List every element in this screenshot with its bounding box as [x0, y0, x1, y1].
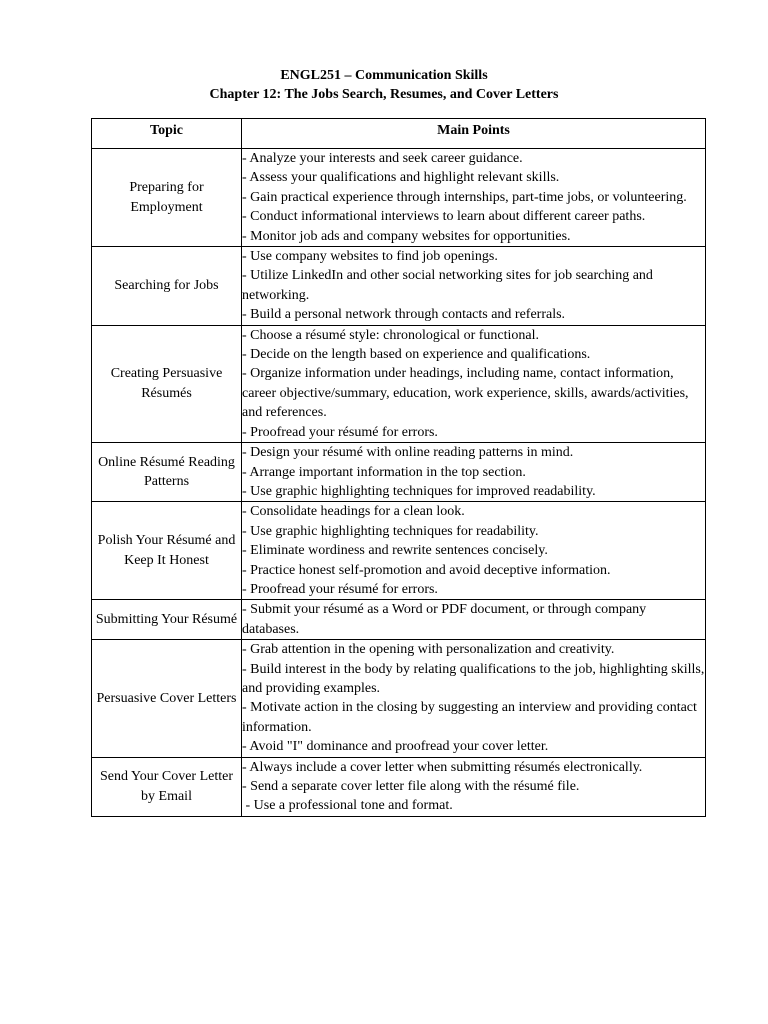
topic-cell: Send Your Cover Letter by Email: [92, 757, 242, 816]
main-point-item: - Gain practical experience through internships, part-time jobs, or volunteering.: [242, 189, 687, 205]
table-row: [92, 757, 706, 816]
chapter-summary-table: [91, 118, 706, 817]
table-row: [92, 640, 706, 757]
main-point-item: - Consolidate headings for a clean look.: [242, 504, 465, 520]
main-point-item: - Avoid "I" dominance and proofread your cover letter.: [242, 739, 549, 755]
table-row: [92, 600, 706, 640]
topic-cell: Creating Persuasive Résumés: [92, 325, 242, 442]
main-points-cell: [242, 502, 706, 600]
main-points-column-header: Main Points: [242, 119, 706, 149]
main-point-item: - Send a separate cover letter file along with the résumé file.: [242, 779, 580, 794]
main-point-item: - Use company websites to find job openings.: [242, 249, 498, 265]
table-row: [92, 247, 706, 326]
main-point-item: - Motivate action in the closing by suggesting an interview and providing contact information.: [242, 700, 701, 735]
main-point-item: - Use graphic highlighting techniques for improved readability.: [242, 483, 596, 499]
main-point-item: - Utilize LinkedIn and other social networking sites for job searching and networking.: [242, 268, 657, 303]
main-points-cell: [242, 247, 706, 326]
main-point-item: - Choose a résumé style: chronological or functional.: [242, 327, 540, 343]
main-points-cell: [242, 757, 706, 816]
course-title: ENGL251 – Communication Skills: [280, 68, 488, 83]
topic-cell: Preparing for Employment: [92, 149, 242, 247]
main-point-item: - Submit your résumé as a Word or PDF document, or through company databases.: [242, 602, 650, 637]
main-points-cell: [242, 325, 706, 442]
main-point-item: - Organize information under headings, including name, contact information, career objective/summary, education, work experience, skills, awards/activities, and references.: [242, 366, 693, 421]
table-header-row: [92, 119, 706, 149]
topic-cell: Online Résumé Reading Patterns: [92, 443, 242, 502]
main-point-item: - Practice honest self-promotion and avoid deceptive information.: [242, 562, 611, 578]
main-point-item: - Decide on the length based on experience and qualifications.: [242, 347, 591, 363]
document-title-block: [0, 66, 768, 104]
topic-cell: Searching for Jobs: [92, 247, 242, 326]
topic-column-header: Topic: [92, 119, 242, 149]
main-point-item: - Use graphic highlighting techniques for readability.: [242, 523, 539, 539]
main-point-item: - Build interest in the body by relating qualifications to the job, highlighting skills, and providing examples.: [242, 661, 708, 696]
main-points-cell: [242, 443, 706, 502]
main-point-item: - Monitor job ads and company websites for opportunities.: [242, 228, 571, 244]
table-body: [92, 149, 706, 817]
main-point-item: - Arrange important information in the top section.: [242, 464, 526, 480]
main-points-cell: [242, 640, 706, 757]
table-row: [92, 149, 706, 247]
main-point-item: - Build a personal network through contacts and referrals.: [242, 307, 566, 323]
main-point-item: - Always include a cover letter when submitting résumés electronically.: [242, 759, 643, 775]
main-points-cell: [242, 600, 706, 640]
chapter-title: Chapter 12: The Jobs Search, Resumes, and Cover Letters: [209, 87, 559, 102]
main-point-item: - Analyze your interests and seek career guidance.: [242, 151, 523, 166]
main-point-item: - Use a professional tone and format.: [242, 798, 453, 814]
main-points-cell: [242, 149, 706, 247]
topic-cell: Persuasive Cover Letters: [92, 640, 242, 757]
topic-cell: Submitting Your Résumé: [92, 600, 242, 640]
table-row: [92, 443, 706, 502]
main-point-item: - Design your résumé with online reading patterns in mind.: [242, 445, 574, 461]
topic-cell: Polish Your Résumé and Keep It Honest: [92, 502, 242, 600]
main-point-item: - Proofread your résumé for errors.: [242, 581, 438, 597]
main-point-item: - Conduct informational interviews to learn about different career paths.: [242, 209, 646, 225]
main-point-item: - Eliminate wordiness and rewrite sentences concisely.: [242, 543, 548, 559]
main-point-item: - Grab attention in the opening with personalization and creativity.: [242, 642, 615, 658]
main-point-item: - Assess your qualifications and highlight relevant skills.: [242, 170, 560, 186]
table-row: [92, 325, 706, 442]
table-row: [92, 502, 706, 600]
main-point-item: - Proofread your résumé for errors.: [242, 424, 438, 440]
